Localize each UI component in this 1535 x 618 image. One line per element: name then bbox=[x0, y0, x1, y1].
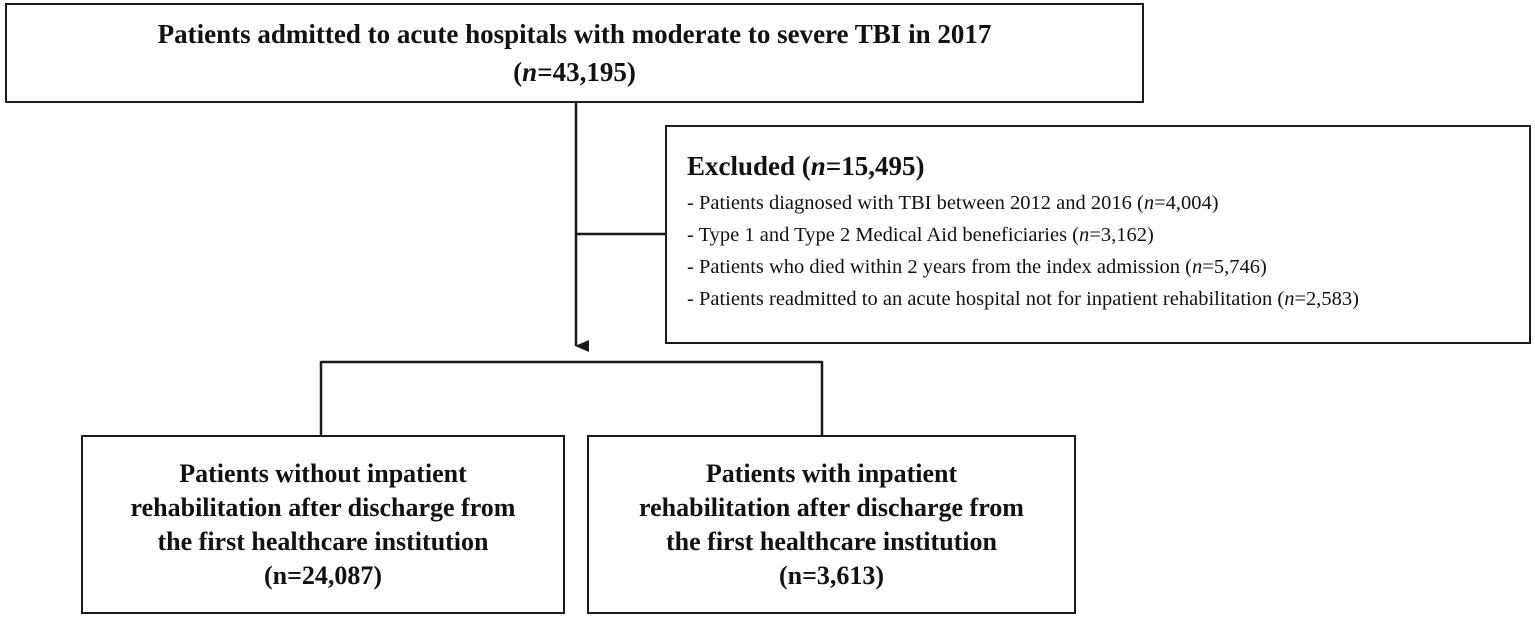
excluded-item-value: =2,583) bbox=[1294, 288, 1359, 310]
excluded-item-text: - Patients diagnosed with TBI between 2012 and 2016 ( bbox=[687, 192, 1144, 214]
cohort-title: Patients admitted to acute hospitals with moderate to severe TBI in 2017 bbox=[157, 19, 992, 49]
rehab-line: the first healthcare institution bbox=[666, 526, 997, 556]
excluded-n-label: n bbox=[810, 151, 826, 181]
excluded-title-value: =15,495) bbox=[825, 151, 925, 181]
excluded-item-n-label: n bbox=[1079, 224, 1090, 246]
no-rehab-line: the first healthcare institution bbox=[157, 526, 489, 556]
excluded-item-text: - Patients readmitted to an acute hospital not for inpatient rehabilitation ( bbox=[687, 288, 1285, 310]
excluded-item-n-label: n bbox=[1284, 288, 1295, 310]
rehab-line: Patients with inpatient bbox=[705, 458, 958, 488]
excluded-title-prefix: Excluded ( bbox=[687, 151, 811, 181]
no-rehab-box bbox=[81, 435, 565, 614]
excluded-item bbox=[687, 187, 1529, 219]
excluded-item bbox=[687, 283, 1529, 315]
no-rehab-line: Patients without inpatient bbox=[179, 458, 467, 488]
cohort-n-label: n bbox=[522, 57, 538, 87]
excluded-item-text: - Patients who died within 2 years from the index admission ( bbox=[687, 256, 1193, 278]
rehab-box bbox=[587, 435, 1076, 614]
cohort-n-value: =43,195 bbox=[537, 57, 627, 87]
excluded-title bbox=[687, 149, 1529, 183]
excluded-item-text: - Type 1 and Type 2 Medical Aid beneficiaries ( bbox=[687, 224, 1080, 246]
excluded-item-n-label: n bbox=[1192, 256, 1203, 278]
excluded-item bbox=[687, 251, 1529, 283]
rehab-line: rehabilitation after discharge from bbox=[639, 492, 1024, 522]
cohort-box bbox=[5, 3, 1144, 103]
excluded-item-value: =4,004) bbox=[1154, 192, 1219, 214]
no-rehab-line: rehabilitation after discharge from bbox=[130, 492, 516, 522]
cohort-count: (n=43,195) bbox=[513, 57, 636, 87]
excluded-box bbox=[665, 125, 1531, 344]
no-rehab-count: (n=24,087) bbox=[263, 560, 383, 590]
excluded-item bbox=[687, 219, 1529, 251]
excluded-item-value: =3,162) bbox=[1089, 224, 1154, 246]
rehab-count: (n=3,613) bbox=[778, 560, 885, 590]
excluded-item-n-label: n bbox=[1143, 192, 1155, 214]
excluded-item-value: =5,746) bbox=[1202, 256, 1267, 278]
